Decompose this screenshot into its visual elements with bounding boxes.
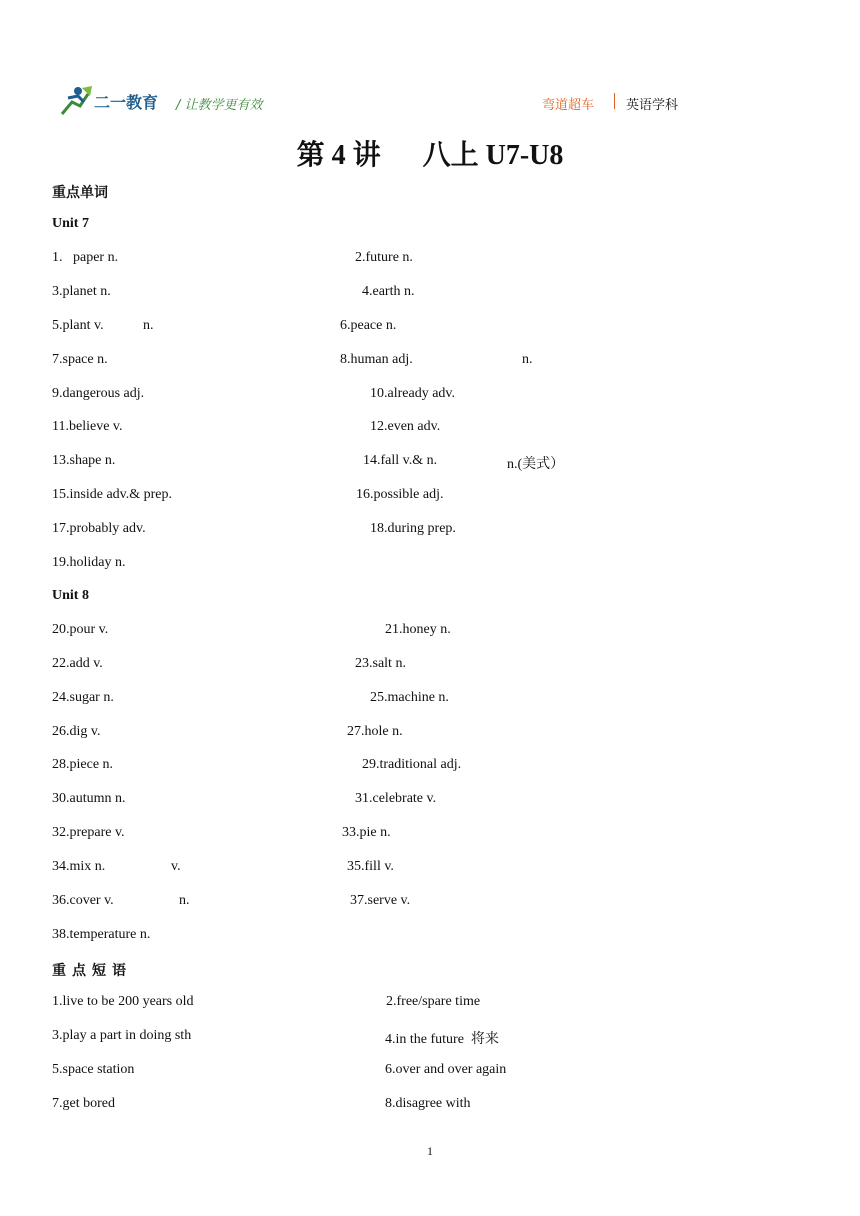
- vocab-entry: 21.honey n.: [385, 622, 451, 637]
- list-item: [0, 318, 860, 338]
- vocab-entry: n.: [522, 352, 533, 367]
- page-title: 第 4 讲 八上 U7-U8: [296, 140, 564, 171]
- vocab-entry: 27.hole n.: [347, 724, 403, 739]
- vocab-entry: 14.fall v.& n.: [363, 453, 438, 468]
- vocab-entry: 36.cover v.: [52, 893, 114, 908]
- list-item: [0, 724, 860, 744]
- phrase-entry: 5.space station: [52, 1062, 135, 1077]
- logo-text: 二一教育: [94, 93, 159, 112]
- list-item: [0, 284, 860, 304]
- list-item: [0, 1096, 860, 1116]
- vocab-entry: n.: [143, 318, 154, 333]
- phrases-heading: 重点短语: [52, 964, 132, 979]
- vocab-entry: 20.pour v.: [52, 622, 109, 637]
- list-item: [0, 825, 860, 845]
- header-slogan: / 让教学更有效: [176, 98, 263, 113]
- vocab-entry: 35.fill v.: [347, 859, 394, 874]
- list-item: [0, 994, 860, 1014]
- list-item: [0, 690, 860, 710]
- list-item: [0, 1028, 860, 1048]
- vocab-entry: 24.sugar n.: [52, 690, 114, 705]
- vocab-entry: 16.possible adj.: [356, 487, 444, 502]
- vocab-entry: 26.dig v.: [52, 724, 101, 739]
- phrase-entry: 4.in the future 将来: [385, 1032, 499, 1047]
- unit8-label: Unit 8: [52, 588, 89, 603]
- vocab-entry: 10.already adv.: [370, 386, 455, 401]
- list-item: [0, 386, 860, 406]
- key-words-heading: 重点单词: [52, 186, 108, 201]
- list-item: [0, 453, 860, 473]
- vocab-entry: 18.during prep.: [370, 521, 456, 536]
- vocab-entry: 33.pie n.: [342, 825, 391, 840]
- list-item: [0, 250, 860, 270]
- vocab-entry: 37.serve v.: [350, 893, 411, 908]
- vocab-entry: 13.shape n.: [52, 453, 116, 468]
- list-item: [0, 419, 860, 439]
- list-item: [0, 893, 860, 913]
- vocab-entry: 30.autumn n.: [52, 791, 126, 806]
- vocab-entry: 11.believe v.: [52, 419, 123, 434]
- vocab-entry: 4.earth n.: [362, 284, 415, 299]
- list-item: [0, 859, 860, 879]
- phrase-entry: 6.over and over again: [385, 1062, 507, 1077]
- phrase-entry: 8.disagree with: [385, 1096, 471, 1111]
- vocab-entry: 1. paper n.: [52, 250, 119, 265]
- vocab-entry: v.: [171, 859, 181, 874]
- phrase-entry: 7.get bored: [52, 1096, 115, 1111]
- list-item: [0, 487, 860, 507]
- vocab-entry: n.(美式）: [507, 457, 565, 472]
- vocab-entry: 8.human adj.: [340, 352, 413, 367]
- vocab-entry: 23.salt n.: [355, 656, 406, 671]
- vocab-entry: 19.holiday n.: [52, 555, 126, 570]
- page-header: [58, 84, 698, 118]
- list-item: [0, 521, 860, 541]
- vocab-entry: 6.peace n.: [340, 318, 397, 333]
- phrase-entry: 3.play a part in doing sth: [52, 1028, 192, 1043]
- vocab-entry: n.: [179, 893, 190, 908]
- vocab-entry: 28.piece n.: [52, 757, 114, 772]
- logo: [58, 84, 170, 118]
- vocab-entry: 2.future n.: [355, 250, 413, 265]
- list-item: [0, 1062, 860, 1082]
- runner-logo-icon: [58, 84, 94, 118]
- vocab-entry: 17.probably adv.: [52, 521, 146, 536]
- list-item: [0, 757, 860, 777]
- header-divider: [614, 93, 615, 109]
- list-item: [0, 791, 860, 811]
- page-number: 1: [427, 1144, 433, 1158]
- vocab-entry: 22.add v.: [52, 656, 103, 671]
- vocab-entry: 32.prepare v.: [52, 825, 125, 840]
- vocab-entry: 38.temperature n.: [52, 927, 151, 942]
- header-subject: 英语学科: [626, 98, 679, 113]
- vocab-entry: 15.inside adv.& prep.: [52, 487, 173, 502]
- list-item: [0, 656, 860, 676]
- phrase-entry: 2.free/spare time: [386, 994, 481, 1009]
- vocab-entry: 12.even adv.: [370, 419, 441, 434]
- unit7-label: Unit 7: [52, 216, 89, 231]
- list-item: [0, 927, 860, 947]
- vocab-entry: 3.planet n.: [52, 284, 111, 299]
- vocab-entry: 34.mix n.: [52, 859, 106, 874]
- vocab-entry: 5.plant v.: [52, 318, 104, 333]
- header-course: 弯道超车: [542, 98, 595, 113]
- list-item: [0, 352, 860, 372]
- vocab-entry: 31.celebrate v.: [355, 791, 437, 806]
- phrase-entry: 1.live to be 200 years old: [52, 994, 194, 1009]
- vocab-entry: 29.traditional adj.: [362, 757, 462, 772]
- vocab-entry: 25.machine n.: [370, 690, 449, 705]
- vocab-entry: 9.dangerous adj.: [52, 386, 145, 401]
- vocab-entry: 7.space n.: [52, 352, 108, 367]
- list-item: [0, 622, 860, 642]
- list-item: [0, 555, 860, 575]
